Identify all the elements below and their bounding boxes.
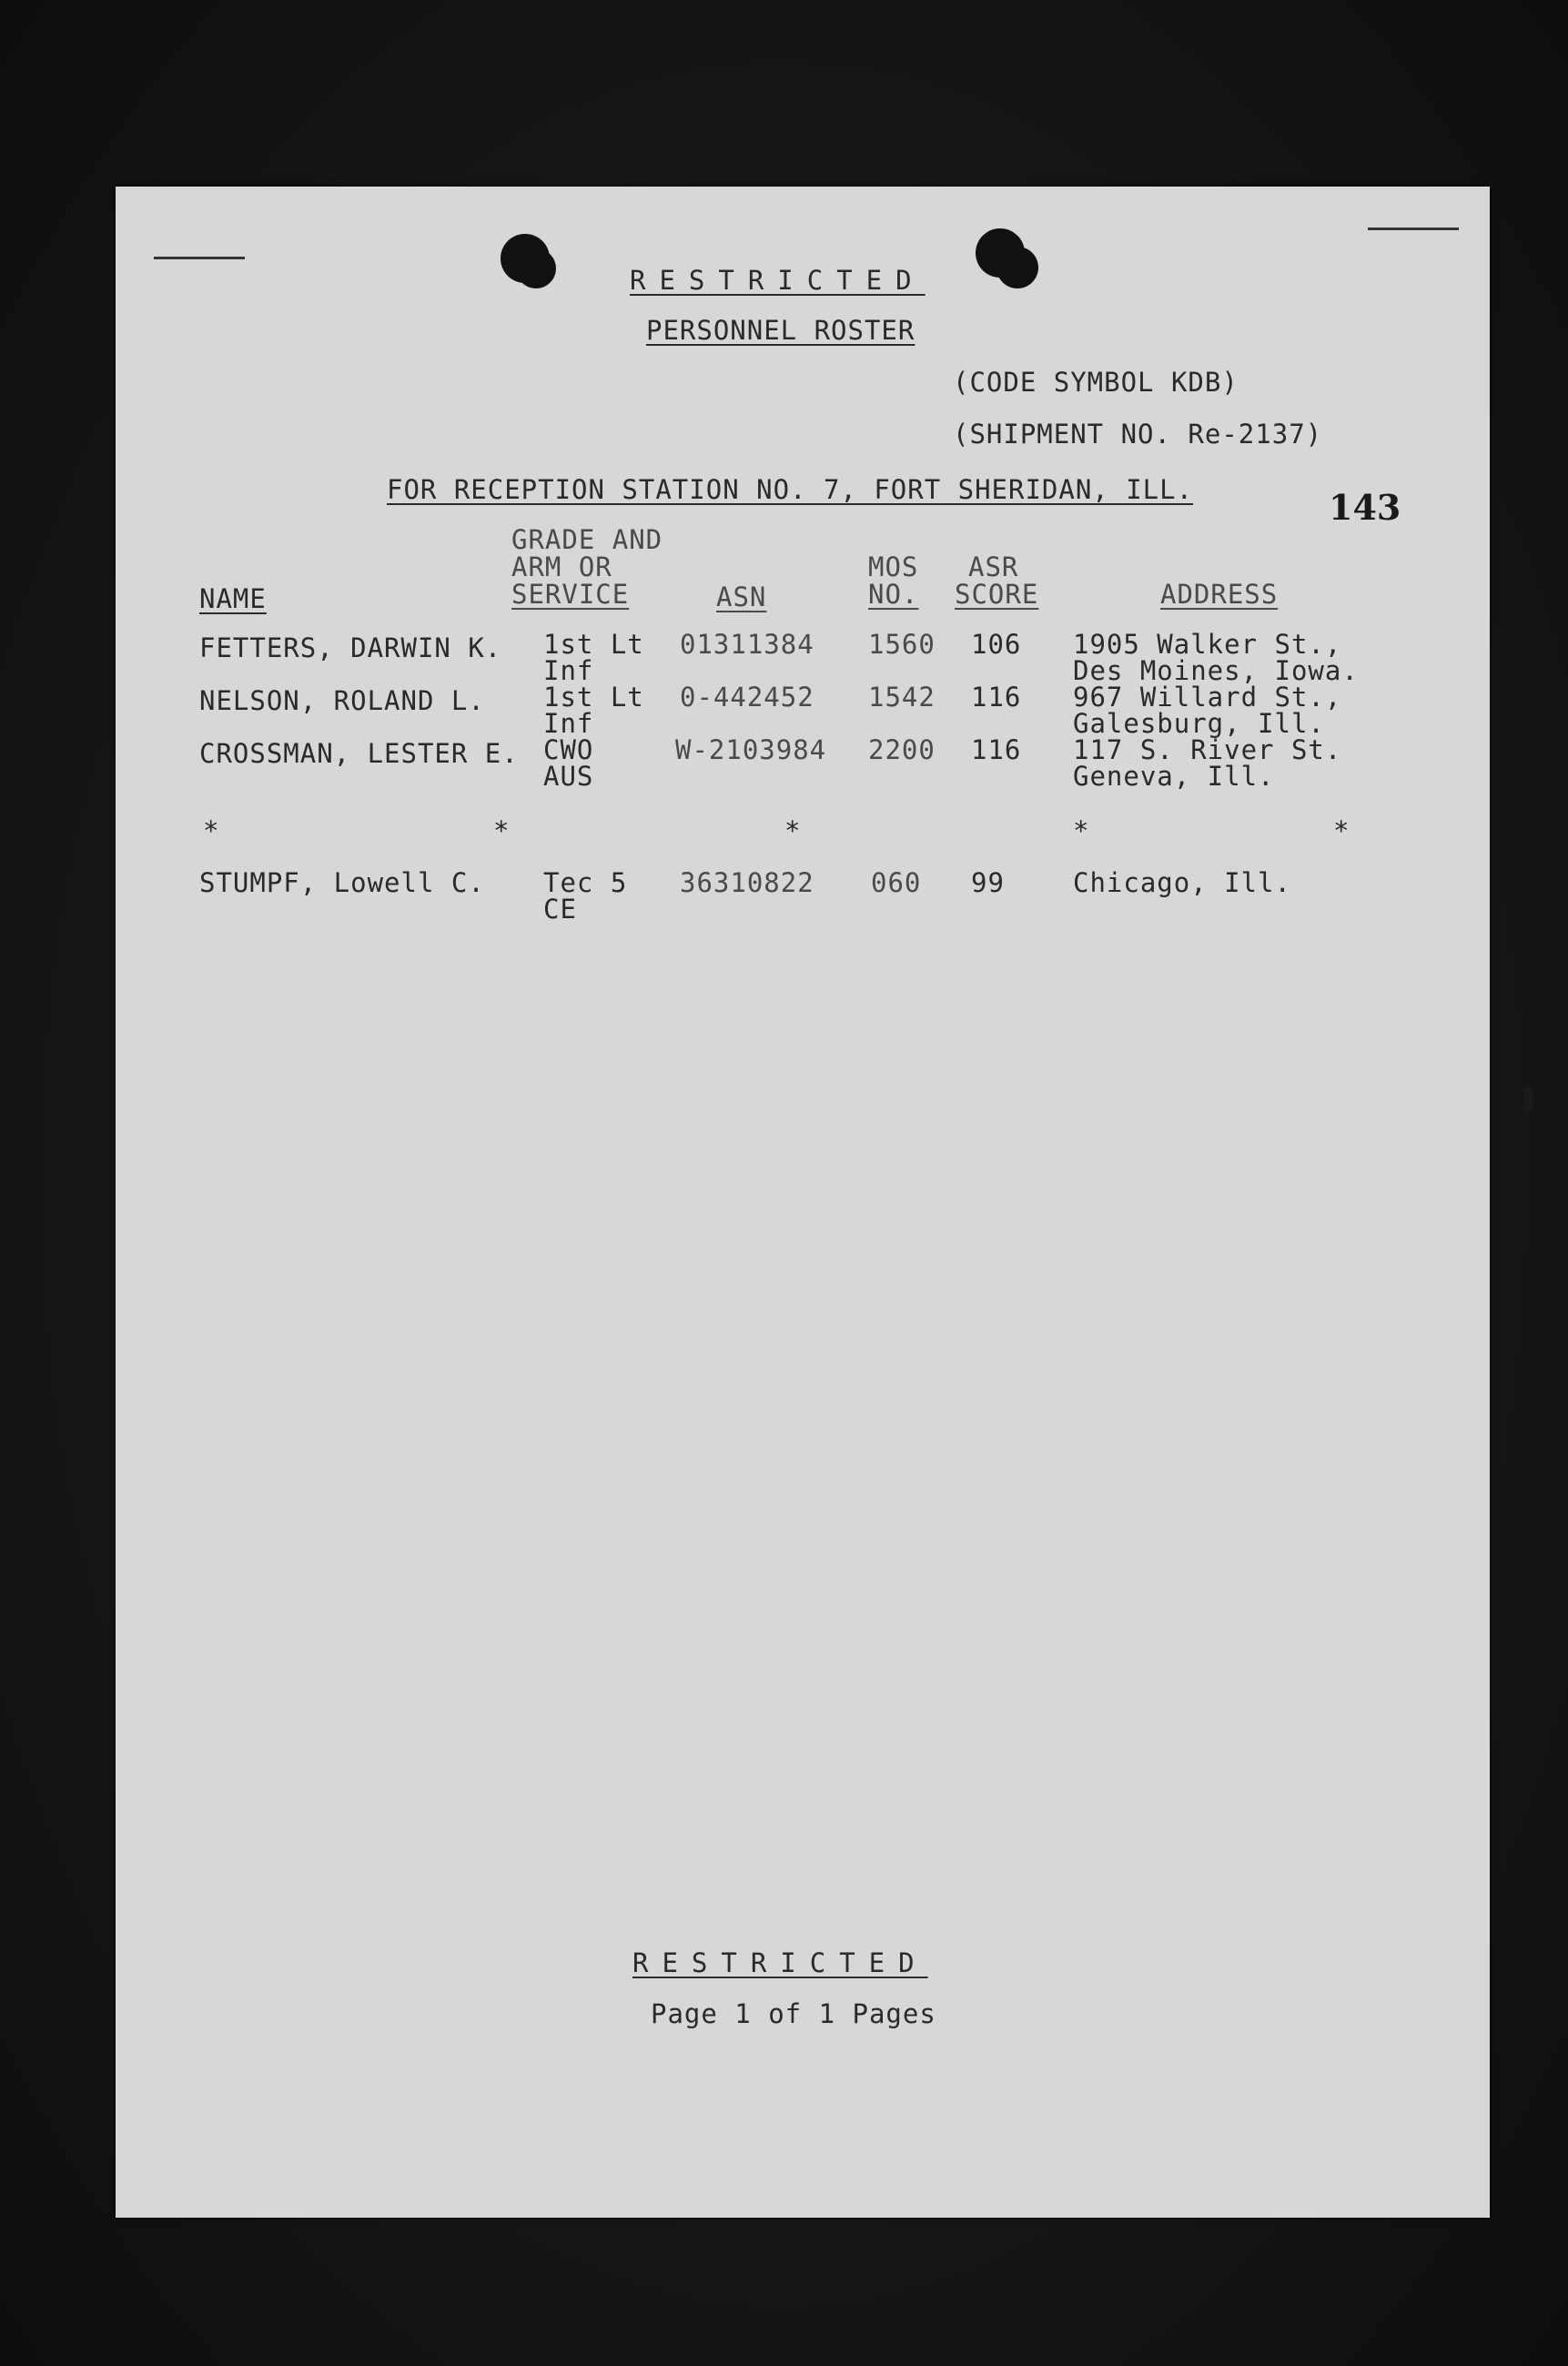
row-address-line2: Geneva, Ill. <box>1073 761 1275 792</box>
row-mos: 2200 <box>868 734 936 765</box>
row-asn: 01311384 <box>680 629 814 660</box>
row-address-line2: Des Moines, Iowa. <box>1073 655 1359 686</box>
row-asn: W-2103984 <box>675 734 827 765</box>
margin-mark-left <box>154 257 245 259</box>
separator-star: * <box>784 815 802 846</box>
row-address-line1: Chicago, Ill. <box>1073 867 1291 898</box>
row-asn: 36310822 <box>680 867 814 898</box>
code-symbol: (CODE SYMBOL KDB) <box>953 367 1239 398</box>
row-grade: 1st Lt <box>543 629 644 660</box>
row-arm: CE <box>543 894 577 925</box>
row-asr: 99 <box>971 867 1005 898</box>
row-grade: Tec 5 <box>543 867 628 898</box>
document-page <box>116 187 1490 2218</box>
col-grade-line2: ARM OR <box>511 551 612 582</box>
col-asr-line1: ASR <box>968 551 1019 582</box>
punch-hole-right-b <box>996 247 1038 288</box>
col-asr-line2: SCORE <box>955 579 1039 610</box>
row-asn: 0-442452 <box>680 682 814 713</box>
row-address-line1: 967 Willard St., <box>1073 682 1342 713</box>
row-address-line1: 117 S. River St. <box>1073 734 1342 765</box>
row-arm: Inf <box>543 655 594 686</box>
row-mos: 1560 <box>868 629 936 660</box>
row-asr: 106 <box>971 629 1022 660</box>
separator-star: * <box>203 815 220 846</box>
destination-line: FOR RECEPTION STATION NO. 7, FORT SHERIDAN, ILL. <box>387 474 1194 505</box>
row-asr: 116 <box>971 734 1022 765</box>
row-name: CROSSMAN, LESTER E. <box>199 738 519 769</box>
row-name: STUMPF, Lowell C. <box>199 867 485 898</box>
margin-mark-right <box>1368 228 1459 230</box>
punch-hole-left-b <box>516 248 556 288</box>
row-name: NELSON, ROLAND L. <box>199 685 485 716</box>
separator-star: * <box>1333 815 1351 846</box>
col-asn: ASN <box>716 581 767 612</box>
classification-top: RESTRICTED <box>630 265 926 296</box>
row-mos: 1542 <box>868 682 936 713</box>
col-address: ADDRESS <box>1160 579 1279 610</box>
row-arm: AUS <box>543 761 594 792</box>
col-name: NAME <box>199 583 267 614</box>
row-arm: Inf <box>543 708 594 739</box>
row-mos: 060 <box>871 867 922 898</box>
row-name: FETTERS, DARWIN K. <box>199 632 502 663</box>
row-asr: 116 <box>971 682 1022 713</box>
separator-star: * <box>1073 815 1090 846</box>
margin-blot <box>1523 1087 1533 1111</box>
document-title: PERSONNEL ROSTER <box>646 315 916 346</box>
row-address-line2: Galesburg, Ill. <box>1073 708 1325 739</box>
classification-bottom: RESTRICTED <box>632 1947 928 1978</box>
col-mos-line1: MOS <box>868 551 919 582</box>
separator-star: * <box>493 815 511 846</box>
col-mos-line2: NO. <box>868 579 919 610</box>
row-grade: 1st Lt <box>543 682 644 713</box>
page-stamp-number: 143 <box>1329 487 1401 528</box>
row-grade: CWO <box>543 734 594 765</box>
col-grade-line1: GRADE AND <box>511 524 663 555</box>
shipment-number: (SHIPMENT NO. Re-2137) <box>953 419 1323 450</box>
page-number: Page 1 of 1 Pages <box>651 1998 936 2029</box>
col-grade-line3: SERVICE <box>511 579 630 610</box>
row-address-line1: 1905 Walker St., <box>1073 629 1342 660</box>
